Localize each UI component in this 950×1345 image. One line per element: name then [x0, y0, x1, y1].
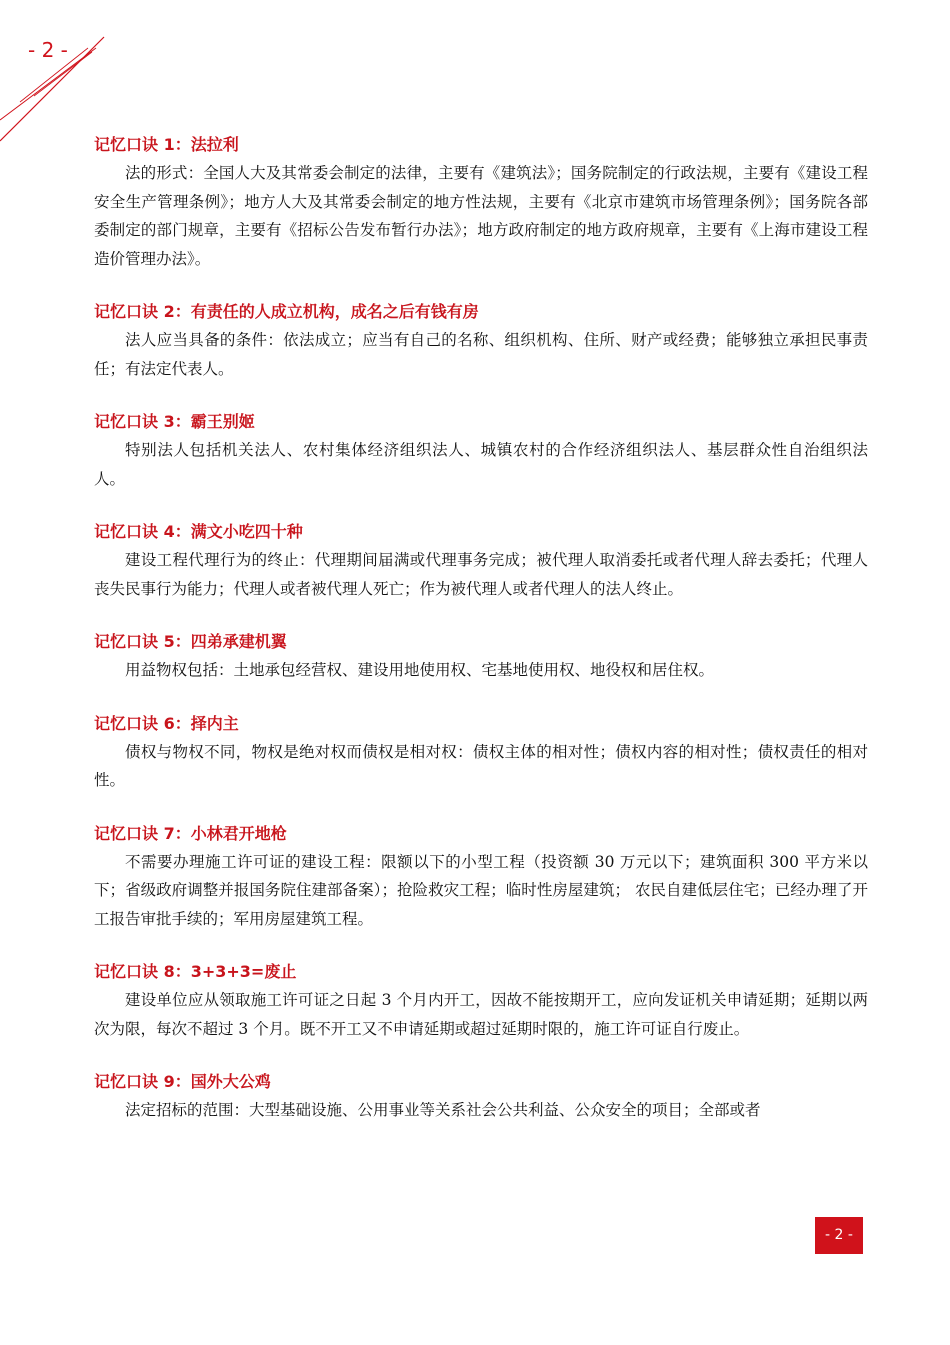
mnemonic-section-2: [94, 298, 868, 383]
section-heading: 记忆口诀 2：有责任的人成立机构，成名之后有钱有房: [94, 302, 479, 321]
page-number-top: - 2 -: [28, 38, 68, 62]
section-heading: 记忆口诀 3：霸王别姬: [94, 412, 255, 431]
mnemonic-section-6: [94, 710, 868, 795]
section-paragraph: 用益物权包括：土地承包经营权、建设用地使用权、宅基地使用权、地役权和居住权。: [125, 661, 715, 679]
section-heading: 记忆口诀 5：四弟承建机翼: [94, 632, 287, 651]
mnemonic-section-5: [94, 628, 868, 685]
section-paragraph: 法人应当具备的条件：依法成立；应当有自己的名称、组织机构、住所、财产或经费；能够独立承担民事责任；有法定代表人。: [94, 331, 868, 378]
section-paragraph: 不需要办理施工许可证的建设工程：限额以下的小型工程（投资额 30 万元以下；建筑面积 300 平方米以下；省级政府调整并报国务院住建部备案）；抢险救灾工程；临时性房屋建筑； 农民自建低层住宅；已经办理了开工报告审批手续的；军用房屋建筑工程。: [94, 852, 868, 928]
mnemonic-section-1: [94, 131, 868, 273]
mnemonic-section-7: [94, 820, 868, 934]
section-paragraph: 法的形式：全国人大及其常委会制定的法律，主要有《建筑法》；国务院制定的行政法规，主要有《建设工程安全生产管理条例》；地方人大及其常委会制定的地方性法规，主要有《北京市建筑市场管理条例》；国务院各部委制定的部门规章，主要有《招标公告发布暂行办法》；地方政府制定的地方政府规章，主要有《上海市建设工程造价管理办法》。: [94, 164, 868, 268]
corner-decoration: [0, 0, 120, 150]
section-heading: 记忆口诀 9：国外大公鸡: [94, 1072, 271, 1091]
section-paragraph: 特别法人包括机关法人、农村集体经济组织法人、城镇农村的合作经济组织法人、基层群众性自治组织法人。: [94, 441, 868, 488]
section-heading: 记忆口诀 7：小林君开地枪: [94, 823, 287, 843]
section-paragraph: 建设工程代理行为的终止：代理期间届满或代理事务完成；被代理人取消委托或者代理人辞去委托；代理人丧失民事行为能力；代理人或者被代理人死亡；作为被代理人或者代理人的法人终止。: [94, 551, 868, 598]
document-body: [94, 131, 868, 1150]
section-paragraph: 建设单位应从领取施工许可证之日起 3 个月内开工，因故不能按期开工，应向发证机关申请延期；延期以两次为限，每次不超过 3 个月。既不开工又不申请延期或超过延期时限的，施工许可证自行废止。: [94, 991, 868, 1038]
section-paragraph: 法定招标的范围：大型基础设施、公用事业等关系社会公共利益、公众安全的项目；全部或者: [125, 1101, 761, 1119]
mnemonic-section-8: [94, 958, 868, 1043]
mnemonic-section-9: [94, 1068, 868, 1125]
section-heading: 记忆口诀 8：3+3+3=废止: [94, 962, 297, 981]
mnemonic-section-4: [94, 518, 868, 603]
section-heading: 记忆口诀 4：满文小吃四十种: [94, 522, 303, 541]
section-heading: 记忆口诀 6：择内主: [94, 713, 239, 733]
section-heading: 记忆口诀 1：法拉利: [94, 135, 239, 154]
page-number-badge: - 2 -: [815, 1217, 863, 1254]
section-paragraph: 债权与物权不同，物权是绝对权而债权是相对权：债权主体的相对性；债权内容的相对性；债权责任的相对性。: [94, 742, 868, 789]
mnemonic-section-3: [94, 408, 868, 493]
